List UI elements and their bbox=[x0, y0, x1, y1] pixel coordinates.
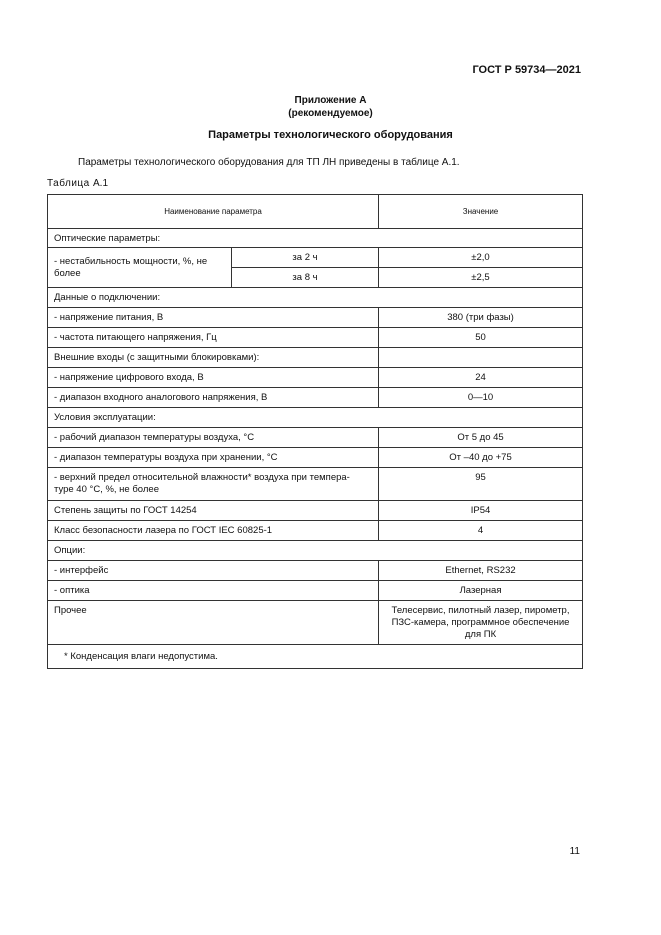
value-cell: ±2,5 bbox=[379, 268, 583, 288]
value-other-line: для ПК bbox=[464, 629, 497, 640]
group-label-connection: Данные о подключении: bbox=[48, 288, 583, 308]
param-humidity bbox=[48, 468, 379, 501]
intro-paragraph: Параметры технологического оборудования для ТП ЛН приведены в таблице А.1. bbox=[78, 157, 460, 168]
value-cell: От 5 до 45 bbox=[379, 428, 583, 448]
value-cell: 4 bbox=[379, 521, 583, 541]
table-row bbox=[48, 348, 583, 368]
group-label-optical: Оптические параметры: bbox=[48, 229, 583, 248]
table-row bbox=[48, 601, 583, 645]
value-cell: 24 bbox=[379, 368, 583, 388]
value-other-line: ПЗС-камера, программное обеспечение bbox=[391, 617, 570, 628]
table-row bbox=[48, 308, 583, 328]
param-cell: - напряжение питания, В bbox=[48, 308, 379, 328]
param-humidity-line-2: туре 40 °С, %, не более bbox=[54, 484, 159, 495]
group-label-options: Опции: bbox=[48, 541, 583, 561]
table-row bbox=[48, 541, 583, 561]
value-cell: Ethernet, RS232 bbox=[379, 561, 583, 581]
value-cell: 95 bbox=[379, 468, 583, 501]
table-header-row bbox=[48, 195, 583, 229]
parameters-table bbox=[47, 194, 583, 669]
table-caption-number: А.1 bbox=[93, 178, 109, 189]
sub-period: за 8 ч bbox=[232, 268, 379, 288]
page-number: 11 bbox=[569, 846, 580, 857]
param-cell: - диапазон входного аналогового напряжения, В bbox=[48, 388, 379, 408]
table-caption-word: Таблица bbox=[47, 178, 90, 189]
param-cell: - интерфейс bbox=[48, 561, 379, 581]
table-footnote-row bbox=[48, 645, 583, 669]
value-cell: Лазерная bbox=[379, 581, 583, 601]
value-cell: 50 bbox=[379, 328, 583, 348]
table-row bbox=[48, 248, 583, 268]
param-cell: - диапазон температуры воздуха при хранении, °С bbox=[48, 448, 379, 468]
group-label-inputs: Внешние входы (с защитными блокировками): bbox=[48, 348, 379, 368]
table-row bbox=[48, 581, 583, 601]
table-row bbox=[48, 501, 583, 521]
value-cell-empty bbox=[379, 348, 583, 368]
table-row bbox=[48, 561, 583, 581]
value-other-line: Телесервис, пилотный лазер, пирометр, bbox=[391, 605, 570, 616]
param-cell: - рабочий диапазон температуры воздуха, °С bbox=[48, 428, 379, 448]
appendix-title: Приложение А bbox=[294, 95, 367, 106]
param-cell: - напряжение цифрового входа, В bbox=[48, 368, 379, 388]
value-cell: IP54 bbox=[379, 501, 583, 521]
standard-number: ГОСТ Р 59734—2021 bbox=[472, 64, 581, 76]
param-cell: - оптика bbox=[48, 581, 379, 601]
value-cell: ±2,0 bbox=[379, 248, 583, 268]
param-cell: - частота питающего напряжения, Гц bbox=[48, 328, 379, 348]
value-cell: 0—10 bbox=[379, 388, 583, 408]
table-row bbox=[48, 448, 583, 468]
table-row bbox=[48, 388, 583, 408]
table-footnote: * Конденсация влаги недопустима. bbox=[48, 645, 583, 669]
group-label-operation: Условия эксплуатации: bbox=[48, 408, 583, 428]
table-row bbox=[48, 288, 583, 308]
table-row bbox=[48, 229, 583, 248]
value-cell: 380 (три фазы) bbox=[379, 308, 583, 328]
appendix-heading bbox=[0, 94, 661, 120]
table-caption bbox=[47, 178, 108, 189]
param-laser-class: Класс безопасности лазера по ГОСТ IEC 60825-1 bbox=[48, 521, 379, 541]
param-humidity-line-1: - верхний предел относительной влажности* воздуха при темпера- bbox=[54, 472, 350, 483]
param-power-instability: - нестабильность мощности, %, не более bbox=[48, 248, 232, 288]
table-row bbox=[48, 408, 583, 428]
value-other bbox=[379, 601, 583, 645]
header-value: Значение bbox=[379, 195, 583, 229]
appendix-status: (рекомендуемое) bbox=[288, 108, 373, 119]
table-row bbox=[48, 468, 583, 501]
table-row bbox=[48, 368, 583, 388]
value-cell: От –40 до +75 bbox=[379, 448, 583, 468]
table-row bbox=[48, 328, 583, 348]
table-row bbox=[48, 521, 583, 541]
table-row bbox=[48, 428, 583, 448]
sub-period: за 2 ч bbox=[232, 248, 379, 268]
param-protection: Степень защиты по ГОСТ 14254 bbox=[48, 501, 379, 521]
header-param: Наименование параметра bbox=[48, 195, 379, 229]
section-title: Параметры технологического оборудования bbox=[208, 129, 453, 141]
param-other: Прочее bbox=[48, 601, 379, 645]
